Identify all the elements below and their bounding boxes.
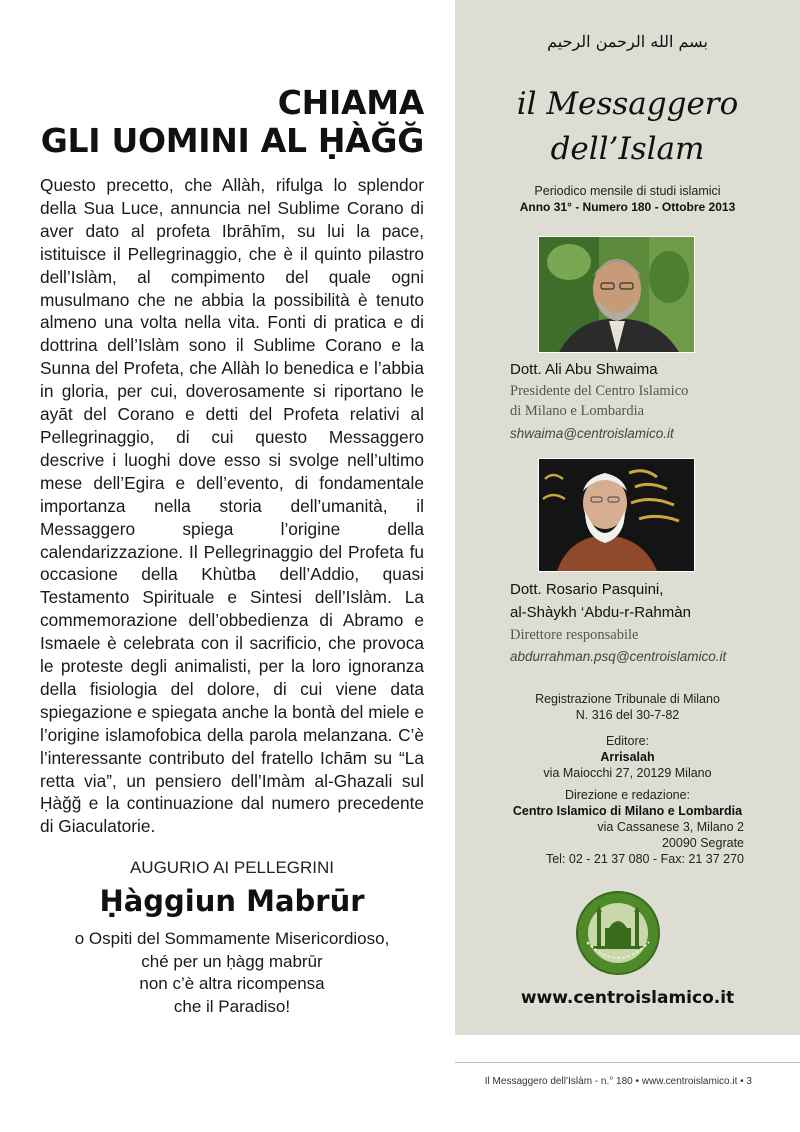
publisher-address: via Maiocchi 27, 20129 Milano [543, 766, 712, 780]
website-link[interactable]: www.centroislamico.it [520, 988, 735, 1008]
registration-line: N. 316 del 30-7-82 [575, 708, 680, 722]
person-name: al-Shàykh ‘Abdu-r-Rahmàn [510, 604, 691, 621]
direction-address-line: 20090 Segrate [661, 836, 744, 850]
article-column [40, 84, 424, 1018]
direction-heading [455, 787, 800, 819]
portrait-photo-rosario-pasquini [538, 458, 695, 572]
closing-line: che il Paradiso! [173, 996, 291, 1016]
closing-line: ché per un ḥàgg mabrūr [141, 951, 323, 971]
masthead-title-line-2: dell’Islam [550, 131, 705, 167]
person-role: Direttore responsabile [510, 627, 639, 643]
direction-phone: Tel: 02 - 21 37 080 - Fax: 21 37 270 [545, 852, 744, 866]
basmala: بسم الله الرحمن الرحيم [547, 32, 708, 51]
direction-address [546, 819, 744, 867]
registration-line: Registrazione Tribunale di Milano [535, 692, 720, 706]
portrait-photo-ali-abu-shwaima [538, 236, 695, 353]
direction-address-line: via Cassanese 3, Milano 2 [597, 820, 744, 834]
publisher-name: Arrisalah [600, 750, 655, 764]
person-name: Dott. Rosario Pasquini, [510, 581, 664, 598]
haggiun-title: Ḥàggiun Mabrūr [99, 884, 365, 919]
direction-name: Centro Islamico di Milano e Lombardia [512, 804, 743, 818]
augurio-heading: AUGURIO AI PELLEGRINI [129, 858, 335, 878]
person-name: Dott. Ali Abu Shwaima [510, 361, 658, 378]
headline-line-1: CHIAMA [277, 83, 424, 122]
centro-islamico-logo [575, 890, 661, 976]
registration-info [455, 691, 800, 723]
article-headline [40, 84, 424, 160]
masthead-title-line-1: il Messaggero [516, 86, 739, 122]
closing-line: o Ospiti del Sommamente Misericordioso, [74, 929, 390, 949]
closing-line: non c’è altra ricompensa [139, 974, 325, 994]
article-body: Questo precetto, che Allàh, rifulga lo splendor della Sua Luce, annuncia nel Sublime Corano di aver dato al profeta Ibrāhīm, su lui la pace, istituisce il Pellegrinaggio, che è il quinto pilastro dell’Islàm, al compimento del quale ogni musulmano che ne abbia la possibilità è tenuto almeno una volta nella vita. Fonti di pratica e di dottrina dell’Islàm sono il Sublime Corano e la Sunna del Profeta, che Allàh lo benedica e l’abbia in gloria, per cui, doverosamente si riportano le ayāt del Corano e detti del Profeta relativi al Pellegrinaggio, di cui questo Messaggero descrive i luoghi dove esso si svolge nell’ultimo mese dell’Egira e dell’evento, di fondamentale importanza nella storia dell’umanità, il Messaggero spiega l’origine della calendarizzazione. Il Pellegrinaggio del Profeta fu occasione della Khùtba dell’Addio, quasi Testamento Spirituale e Sintesi dell’Islàm. La commemorazione dell’obbedienza di Abramo e Ismaele è celebrata con il sacrificio, che provoca le proteste degli animalisti, per la loro ignoranza della fisiologia del dolore, di cui viene data spiegazione e spiegata anche la bontà del miele e l’origine islamofobica della parola melanzana. C’è l’interessante contributo del fratello Ichām su “La retta via”, un pensiero dell’Imàm al-Ghazali sul Ḥàğğ e la continuazione dal numero precedente di Giaculatorie. [40, 175, 424, 837]
issue-info: Anno 31° - Numero 180 - Ottobre 2013 [519, 200, 736, 214]
person-role: di Milano e Lombardia [510, 403, 645, 419]
page-footer: Il Messaggero dell’Islàm - n.° 180 • www.centroislamico.it • 3 [484, 1076, 752, 1087]
footer-divider [455, 1062, 800, 1063]
person-email-link[interactable]: shwaima@centroislamico.it [510, 426, 674, 441]
person-email-link[interactable]: abdurrahman.psq@centroislamico.it [510, 649, 727, 664]
masthead-panel [455, 0, 800, 1035]
person-role: Presidente del Centro Islamico [510, 383, 689, 399]
direction-label: Direzione e redazione: [564, 788, 691, 802]
masthead-subtitle: Periodico mensile di studi islamici [534, 184, 721, 198]
publisher-info [455, 733, 800, 781]
headline-line-2: GLI UOMINI AL ḤÀĞĞ [40, 121, 424, 160]
closing-verse [40, 928, 424, 1018]
publisher-label: Editore: [605, 734, 650, 748]
